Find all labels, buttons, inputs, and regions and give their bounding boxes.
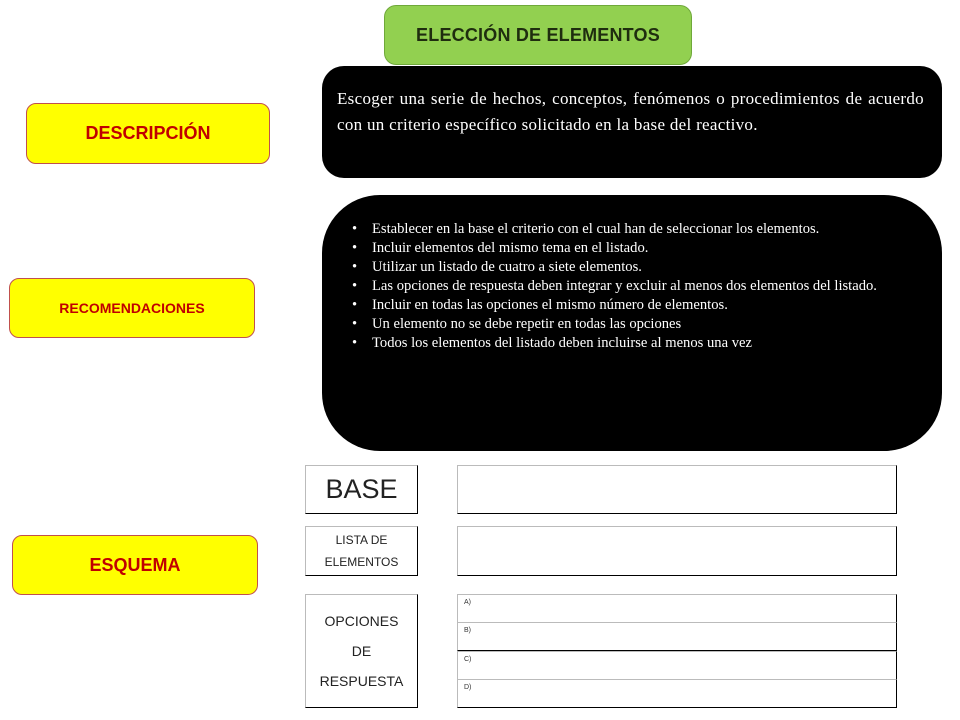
options-label-line: OPCIONES xyxy=(324,613,399,629)
options-label-cell xyxy=(305,594,418,708)
recommendations-box xyxy=(322,195,942,451)
list-label-line: LISTA DE xyxy=(335,533,388,547)
list-label-line: ELEMENTOS xyxy=(324,555,399,569)
label-recomendaciones: RECOMENDACIONES xyxy=(9,278,255,338)
recommendation-item: • Un elemento no se debe repetir en todas las opciones xyxy=(352,315,910,334)
label-esquema: ESQUEMA xyxy=(12,535,258,595)
option-row-c: C) xyxy=(457,651,897,680)
recommendation-item: • Utilizar un listado de cuatro a siete elementos. xyxy=(352,258,910,277)
option-row-a: A) xyxy=(457,594,897,623)
options-label-line: DE xyxy=(351,643,372,659)
recommendation-item: • Incluir elementos del mismo tema en el listado. xyxy=(352,239,910,258)
options-label-line: RESPUESTA xyxy=(319,673,404,689)
recommendation-item: • Todos los elementos del listado deben incluirse al menos una vez xyxy=(352,334,910,353)
recommendation-item: • Las opciones de respuesta deben integrar y excluir al menos dos elementos del listado. xyxy=(352,277,910,296)
recommendation-item: • Incluir en todas las opciones el mismo número de elementos. xyxy=(352,296,910,315)
description-box: Escoger una serie de hechos, conceptos, fenómenos o procedimientos de acuerdo con un criterio específico solicitado en la base del reactivo. xyxy=(322,66,942,178)
recommendations-list xyxy=(352,220,910,353)
base-field xyxy=(457,465,897,514)
base-label-cell: BASE xyxy=(305,465,418,514)
label-descripcion: DESCRIPCIÓN xyxy=(26,103,270,164)
recommendation-item: • Establecer en la base el criterio con el cual han de seleccionar los elementos. xyxy=(352,220,910,239)
option-row-b: B) xyxy=(457,622,897,651)
option-row-d: D) xyxy=(457,679,897,708)
list-field xyxy=(457,526,897,576)
list-label-cell xyxy=(305,526,418,576)
page-title: ELECCIÓN DE ELEMENTOS xyxy=(384,5,692,65)
